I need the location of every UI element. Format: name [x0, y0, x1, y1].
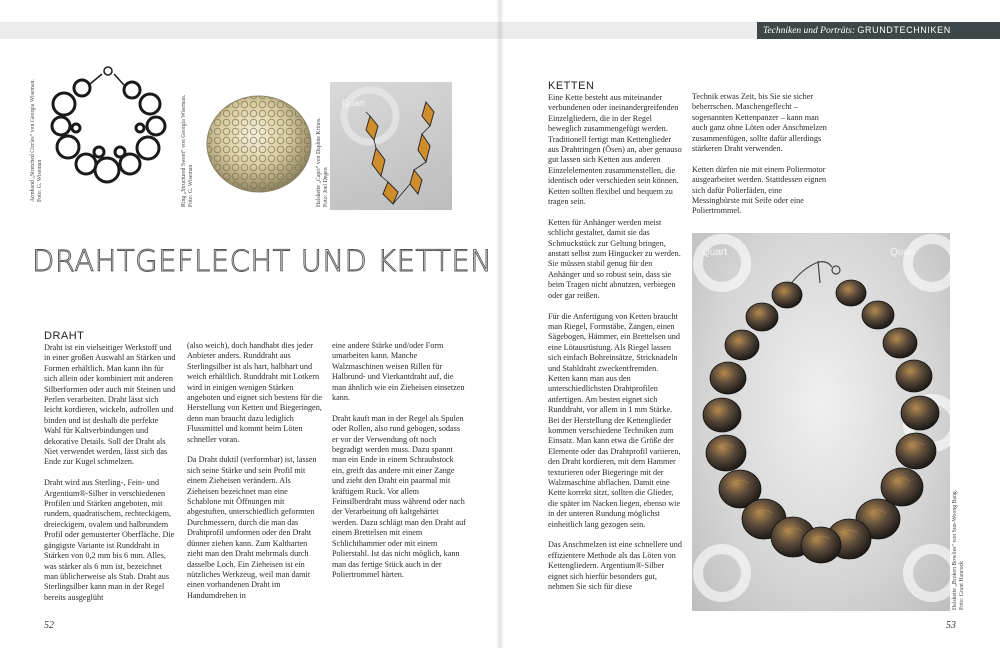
photo3-caption-line2: Foto: Joel Degen [323, 167, 329, 207]
photo1-caption-line1: Armband „Stretched Circles“ von Georgia Wiseman. [30, 79, 36, 202]
ring-illustration [195, 82, 320, 207]
paragraph: Draht wird aus Sterling-, Fein- und Argentium®-Silber in verschiedenen Profilen und Stärken angeboten, mit rundem, quadratischem, rechteckigem, dreieckigem, ovalem und halbrundem Profil oder gemusterter Oberfläche. Die gängigste Variante ist Runddraht in Stärken von 0,2 mm bis 6 mm. Alles, was stärker als 6 mm ist, bezeichnet man üblicherweise als Stab. Draht aus Sterlingsilber kann man in der Regel bereits ausgeglüht [44, 478, 175, 602]
paragraph: eine andere Stärke und/oder Form umarbeiten kann. Manche Walzmaschinen weisen Rillen für Halbrund- und Vierkantdraht auf, die man ähnlich wie ein Zieheisen einsetzen kann. [332, 341, 465, 403]
watermark-text: Quart [890, 247, 916, 258]
paragraph: Draht ist ein vielseitiger Werkstoff und in einer großen Auswahl an Stärken und Formen erhältlich. Man kann ihn für sich allein oder kombiniert mit anderen Silberformen oder auch mit Steinen und Perlen verarbeiten. Draht lässt sich leicht kordieren, wickeln, aufrollen und binden und ist deshalb die perfekte Wahl für Kaltverbindungen und dekorative Details. Soll der Draht als Niet verwendet werden, lässt sich das Ende zur Kugel schmelzen. [44, 343, 176, 467]
left-col-1 [44, 330, 177, 614]
header-band-right [500, 22, 757, 39]
paragraph: Draht kauft man in der Regel als Spulen oder Rollen, also rund gebogen, sodass er vor der Verwendung oft noch begradigt werden muss. Dazu spannt man ein Ende in einem Schraubstock ein, greift das andere mit einer Zange und zieht den Draht ein paarmal mit kräftigem Ruck. Vor allem Feinsilberdraht muss während oder nach der Verarbeitung oft kaltgehärtet werden. Dazu schlägt man den Draht auf einem Brettelsen mit einem Schlichthammer oder mit einem Polierstahl. Ist das nicht möglich, kann man das fertige Stück auch in der Poliertrommel härten. [332, 413, 466, 579]
paragraph: Das Anschmelzen ist eine schnellere und effizientere Methode als das Löten von Kettengliedern. Argentium®-Silber eignet sich hierfür besonders gut, nehmen Sie sich für diese [548, 540, 682, 592]
photo4-caption [952, 489, 966, 610]
photo-bracelet [44, 60, 174, 200]
paragraph: Eine Kette besteht aus miteinander verbundenen oder ineinandergreifenden Einzelgliedern, die in der Regel beweglich zusammengefügt werden. Traditionell fertigt man Kettenglieder aus Drahtringen (Ösen) an, aber genauso gut lassen sich Ketten aus anderen Einzelelementen zusammenstellen, die identisch oder verschieden sein können. Ketten sollten flexibel und bequem zu tragen sein. [548, 93, 682, 207]
section-tab-title: GRUNDTECHNIKEN [857, 25, 951, 35]
left-col-3 [332, 341, 466, 591]
left-col-2 [187, 341, 323, 612]
photo2-caption-line1: Ring „Structured Sweet“ von Georgia Wiseman. [181, 94, 187, 207]
paragraph: Ketten dürfen nie mit einem Poliermotor ausgearbeitet werden. Stattdessen eignen sich dafür Polierfäden, eine Messingbürste mit Seife oder eine Poliertrommel. [692, 164, 827, 216]
photo1-caption [30, 79, 44, 202]
photo3-caption [316, 82, 330, 207]
paragraph: Technik etwas Zeit, bis Sie sie sicher beherrschen. Maschengeflecht – sogenannten Kettenpanzer – kann man auch ganz ohne Löten oder Anschmelzen zusammenfügen, sollte dafür allerdings stärkeren Draht verwenden. [692, 92, 827, 154]
photo2-caption-line2: Foto: G. Wiseman [188, 164, 194, 207]
photo4-caption-line2: Foto: Grant Hancock [959, 561, 965, 610]
watermark-text: Quart [342, 98, 365, 108]
section-tab-prefix: Techniken und Porträts: [763, 26, 856, 36]
paragraph: (also weich), doch handhabt dies jeder Anbieter anders. Runddraht aus Sterlingsilber ist als hart, halbhart und weich erhältlich. Runddraht mit Lotkern wird in einigen wenigen Stärken angeboten und eignet sich bestens für die Herstellung von Ketten und Biegeringen, denn man braucht dazu lediglich Flussmittel und kommt beim Löten schneller voran. [187, 341, 323, 444]
section-heading-ketten: KETTEN [548, 80, 595, 92]
photo-ring [195, 82, 320, 207]
photo-necklace-capri [330, 82, 452, 210]
photo-necklace-broken-bowlies [692, 233, 950, 611]
bracelet-illustration [44, 60, 174, 200]
broken-bowlies-illustration [692, 233, 950, 611]
page-number-right: 53 [946, 620, 956, 631]
section-heading-draht: DRAHT [44, 330, 85, 342]
photo1-caption-line2: Foto: G. Wiseman [37, 159, 43, 202]
photo3-caption-line1: Halskette „Capri“ von Daphne Krinos. [316, 117, 322, 207]
photo2-caption [181, 82, 195, 207]
capri-necklace-illustration [330, 82, 452, 210]
right-col-2 [692, 92, 830, 227]
paragraph: Für die Anfertigung von Ketten braucht man Riegel, Formstäbe, Zangen, einen Sägebogen, Hämmer, ein Brettelsen und eine Lötausrüstung. Als Riegel lassen sich einfach Bohreinsätze, Stricknadeln und Stahldraht zweckentfremden. Ketten kann man aus den unterschiedlichsten Drahtprofilen anfertigen. Am besten eignet sich Runddraht, vor allem in 1 mm Stärke. Bei der Herstellung der Kettenglieder kommen verschiedene Techniken zum Einsatz. Man kann etwa die Größe der Elemente oder das Drahtprofil variieren, den Draht kordieren, mit dem Hammer texturieren oder Biegeringe mit der Walzmaschine abflachen. Damit eine Kette korrekt sitzt, sollten die Glieder, die später im Nacken liegen, ebenso wie in der unteren Rundung möglichst einheitlich lang gezogen sein. [548, 311, 681, 529]
paragraph: Da Draht duktil (verformbar) ist, lassen sich seine Stärke und sein Profil mit einem Zieheisen verändern. Als Zieheisen bezeichnet man eine Schablone mit Öffnungen mit abgestuften, unterschiedlich geformten Durchmessern, durch die man das Drahtprofil umformen oder den Draht dünner ziehen kann. Zum Kaltharten zieht man den Draht mehrmals durch dasselbe Loch. Ein Zieheisen ist ein nützliches Werkzeug, weil man damit einen vorhandenen Draht im Handumdrehen in [187, 455, 317, 600]
photo4-caption-line1: Halskette „Broken Bowlies“ von Sun-Woong Bang. [952, 489, 958, 610]
section-tab [757, 22, 1000, 39]
header-band-left [0, 22, 500, 39]
watermark-text: Quart [702, 247, 728, 258]
paragraph: Ketten für Anhänger werden meist schlicht gestaltet, damit sie das Schmuckstück zur Geltung bringen, anstatt selbst zum Hingucker zu werden. Sie müssen stabil genug für den Anhänger und so robust sein, dass sie beim Tragen nicht abnutzen, verbiegen oder gar reißen. [548, 217, 681, 300]
right-col-1 [548, 80, 682, 603]
page-number-left: 52 [44, 620, 54, 631]
book-gutter-shadow [496, 0, 504, 648]
chapter-headline: DRAHTGEFLECHT UND KETTEN [32, 244, 493, 278]
